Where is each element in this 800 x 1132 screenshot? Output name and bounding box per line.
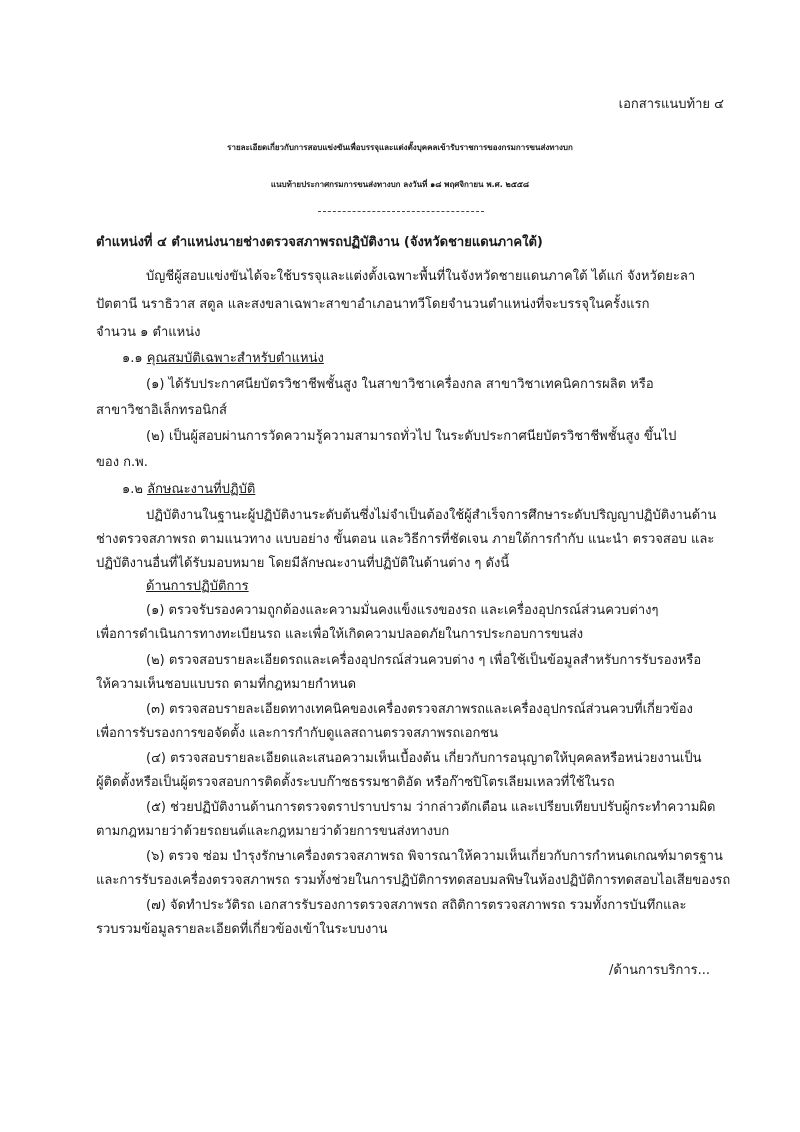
duty-item: เพื่อการรับรองการขอจัดตั้ง และการกำกับดูแลสถานตรวจสภาพรถเอกชน [96,726,499,741]
duty-intro-line: ช่างตรวจสภาพรถ ตามแนวทาง แบบอย่าง ขั้นตอน และวิธีการที่ชัดเจน ภายใต้การกำกับ แนะนำ ตรวจสอบ และ [96,532,715,547]
section-number: ๑.๒ [122,482,143,497]
title-separator [318,211,484,212]
duty-item: (๒) ตรวจสอบรายละเอียดรถและเครื่องอุปกรณ์ส่วนควบต่าง ๆ เพื่อใช้เป็นข้อมูลสำหรับการรับรองหรือ [146,653,702,668]
duty-subheading: ด้านการปฏิบัติการ [146,579,249,594]
qualification-item: (๒) เป็นผู้สอบผ่านการวัดความรู้ความสามารถทั่วไป ในระดับประกาศนียบัตรวิชาชีพชั้นสูง ขึ้นไป [146,429,677,444]
position-heading: ตำแหน่งที่ ๔ ตำแหน่งนายช่างตรวจสภาพรถปฏิบัติงาน (จังหวัดชายแดนภาคใต้) [96,235,543,250]
duty-item: ผู้ติดตั้งหรือเป็นผู้ตรวจสอบการติดตั้งระบบก๊าซธรรมชาติอัด หรือก๊าซปิโตรเลียมเหลวที่ใช้ในรถ [96,775,615,790]
duty-item: (๗) จัดทำประวัติรถ เอกสารรับรองการตรวจสภาพรถ สถิติการตรวจสภาพรถ รวมทั้งการบันทึกและ [146,898,687,913]
duty-item: เพื่อการดำเนินการทางทะเบียนรถ และเพื่อให้เกิดความปลอดภัยในการประกอบการขนส่ง [96,627,584,642]
duty-item: (๕) ช่วยปฏิบัติงานด้านการตรวจตราปราบปราม ว่ากล่าวตักเตือน และเปรียบเทียบปรับผู้กระทำความผิด [146,800,716,815]
duty-item: ให้ความเห็นชอบแบบรถ ตามที่กฎหมายกำหนด [96,677,357,692]
duty-item: ตามกฎหมายว่าด้วยรถยนต์และกฎหมายว่าด้วยการขนส่งทางบก [96,824,450,839]
duty-item: รวบรวมข้อมูลรายละเอียดที่เกี่ยวข้องเข้าในระบบงาน [96,922,388,937]
qualification-item: สาขาวิชาอิเล็กทรอนิกส์ [96,403,227,418]
duty-item: (๑) ตรวจรับรองความถูกต้องและความมั่นคงแข็งแรงของรถ และเครื่องอุปกรณ์ส่วนควบต่างๆ [146,603,659,618]
section-title: ลักษณะงานที่ปฏิบัติ [147,482,256,497]
section-number: ๑.๑ [122,351,143,366]
duty-item: (๖) ตรวจ ซ่อม บำรุงรักษาเครื่องตรวจสภาพรถ พิจารณาให้ความเห็นเกี่ยวกับการกำหนดเกณฑ์มาตรฐาน [146,849,723,864]
duty-intro-line: ปฏิบัติงานอื่นที่ได้รับมอบหมาย โดยมีลักษณะงานที่ปฏิบัติในด้านต่าง ๆ ดังนี้ [96,556,510,571]
duty-item: (๔) ตรวจสอบรายละเอียดและเสนอความเห็นเบื้องต้น เกี่ยวกับการอนุญาตให้บุคคลหรือหน่วยงานเป็น [146,751,702,766]
document-subtitle: แนบท้ายประกาศกรมการขนส่งทางบก ลงวันที่ ๑๘ พฤศจิกายน พ.ศ. ๒๕๕๘ [270,180,530,189]
attachment-label: เอกสารแนบท้าย ๔ [618,97,724,112]
document-title: รายละเอียดเกี่ยวกับการสอบแข่งขันเพื่อบรรจุและแต่งตั้งบุคคลเข้ารับราชการของกรมการขนส่งทางบก [227,143,573,152]
intro-line: จำนวน ๑ ตำแหน่ง [96,325,201,340]
duty-item: และการรับรองเครื่องตรวจสภาพรถ รวมทั้งช่วยในการปฏิบัติการทดสอบมลพิษในห้องปฏิบัติการทดสอบไอเสียของรถ [96,873,731,888]
qualification-item: ของ ก.พ. [96,455,148,470]
section-heading [122,481,255,499]
section-heading [122,350,324,368]
section-title: คุณสมบัติเฉพาะสำหรับตำแหน่ง [146,351,324,366]
intro-line: ปัตตานี นราธิวาส สตูล และสงขลาเฉพาะสาขาอำเภอนาทวีโดยจำนวนตำแหน่งที่จะบรรจุในครั้งแรก [96,297,650,312]
qualification-item: (๑) ได้รับประกาศนียบัตรวิชาชีพชั้นสูง ในสาขาวิชาเครื่องกล สาขาวิชาเทคนิคการผลิต หรือ [146,377,654,392]
duty-intro-line: ปฏิบัติงานในฐานะผู้ปฏิบัติงานระดับต้นซึ่งไม่จำเป็นต้องใช้ผู้สำเร็จการศึกษาระดับปริญญาปฏิบัติงานด้าน [146,508,717,523]
continuation-note: /ด้านการบริการ... [609,963,710,978]
duty-item: (๓) ตรวจสอบรายละเอียดทางเทคนิคของเครื่องตรวจสภาพรถและเครื่องอุปกรณ์ส่วนควบที่เกี่ยวข้อง [146,702,693,717]
intro-line: บัญชีผู้สอบแข่งขันได้จะใช้บรรจุและแต่งตั้งเฉพาะพื้นที่ในจังหวัดชายแดนภาคใต้ ได้แก่ จังหวัดยะลา [146,269,696,284]
